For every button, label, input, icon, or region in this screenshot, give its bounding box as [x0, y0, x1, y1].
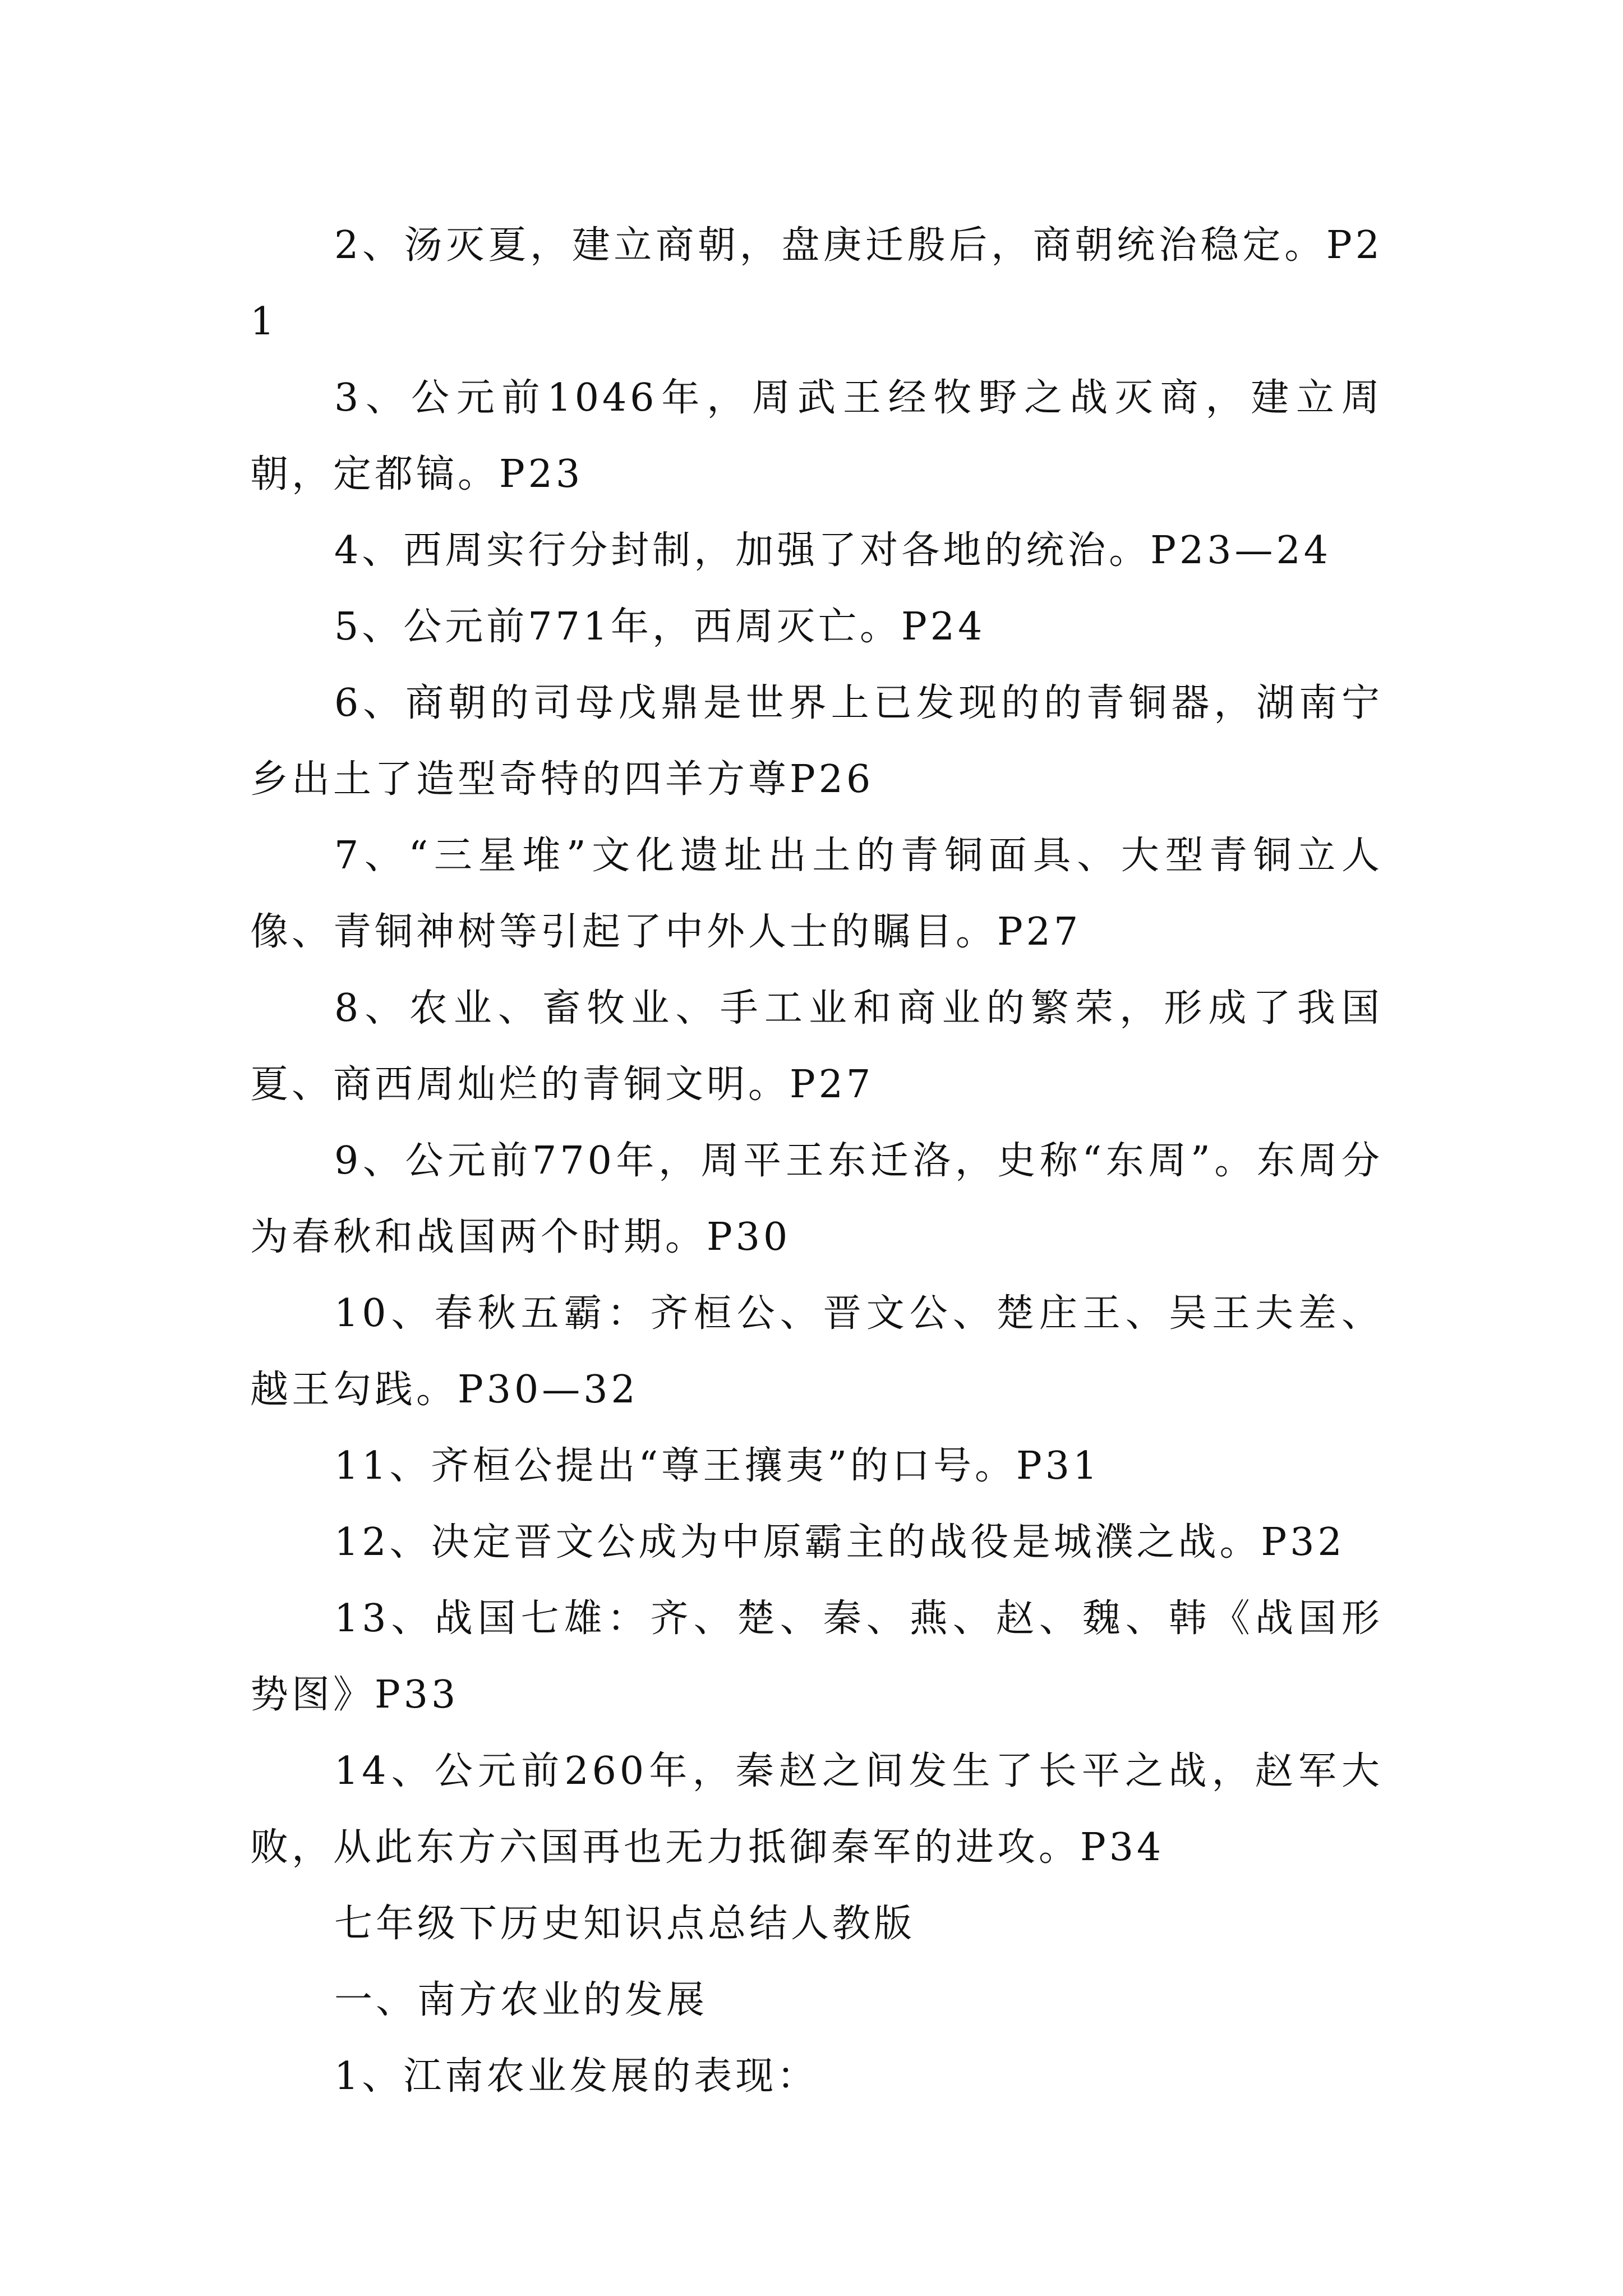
- paragraph: 3、公元前1046年，周武王经牧野之战灭商，建立周朝，定都镐。P23: [250, 376, 1383, 496]
- paragraph: 7、“三星堆”文化遗址出土的青铜面具、大型青铜立人像、青铜神树等引起了中外人士的瞩目。P27: [250, 834, 1383, 954]
- paragraph: 10、春秋五霸：齐桓公、晋文公、楚庄王、吴王夫差、越王勾践。P30—32: [250, 1291, 1383, 1412]
- paragraph: 11、齐桓公提出“尊王攘夷”的口号。P31: [334, 1444, 1101, 1488]
- paragraph: 9、公元前770年，周平王东迁洛，史称“东周”。东周分为春秋和战国两个时期。P30: [250, 1139, 1383, 1259]
- paragraph: 14、公元前260年，秦赵之间发生了长平之战，赵军大败，从此东方六国再也无力抵御秦军的进攻。P34: [250, 1749, 1383, 1870]
- paragraph: 13、战国七雄：齐、楚、秦、燕、赵、魏、韩《战国形势图》P33: [250, 1596, 1383, 1717]
- paragraph: 8、农业、畜牧业、手工业和商业的繁荣，形成了我国夏、商西周灿烂的青铜文明。P27: [250, 986, 1383, 1107]
- paragraph: 2、汤灭夏，建立商朝，盘庚迁殷后，商朝统治稳定。P21: [250, 223, 1383, 344]
- paragraph: 5、公元前771年，西周灭亡。P24: [334, 605, 986, 649]
- section-title: 七年级下历史知识点总结人教版: [334, 1902, 916, 1946]
- document-body: [250, 208, 1383, 2115]
- paragraph: 1、江南农业发展的表现：: [334, 2054, 819, 2099]
- section-heading: 一、南方农业的发展: [334, 1978, 708, 2022]
- paragraph: 6、商朝的司母戊鼎是世界上已发现的的青铜器，湖南宁乡出土了造型奇特的四羊方尊P26: [250, 681, 1383, 802]
- paragraph: 4、西周实行分封制，加强了对各地的统治。P23—24: [334, 528, 1332, 573]
- paragraph: 12、决定晋文公成为中原霸主的战役是城濮之战。P32: [334, 1520, 1345, 1565]
